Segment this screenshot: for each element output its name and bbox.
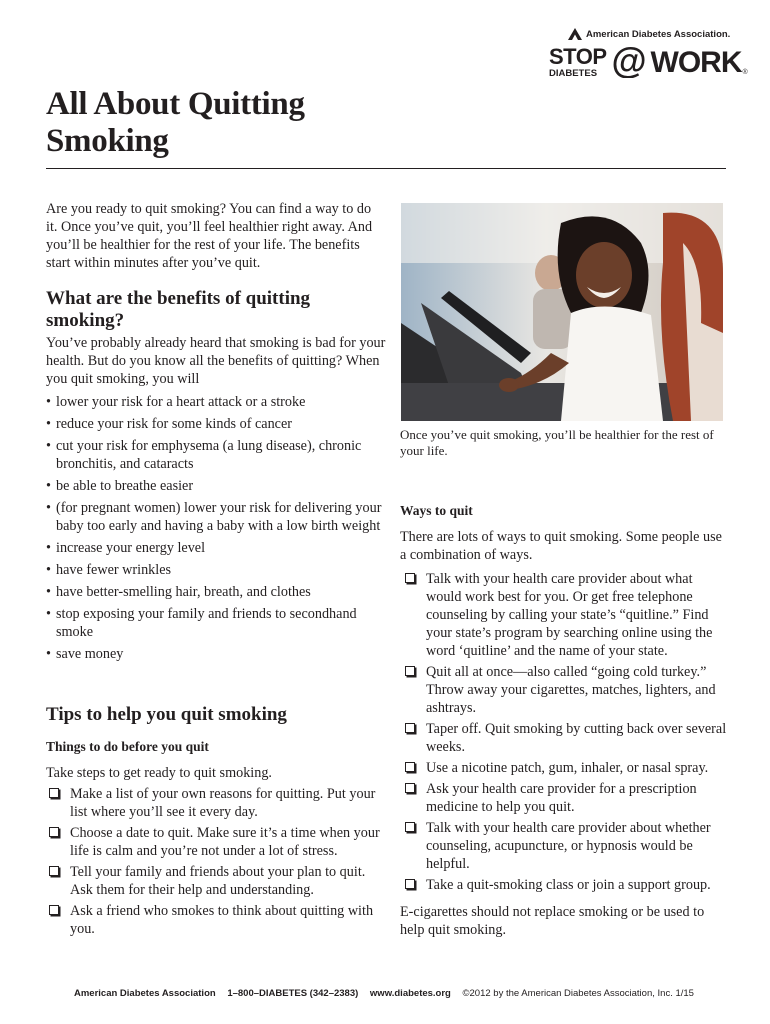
checklist-item-text: Take a quit-smoking class or join a support group. xyxy=(426,877,711,893)
gym-photo-illustration xyxy=(401,203,723,421)
checkbox-icon xyxy=(405,879,415,889)
footer-phone: 1–800–DIABETES (342–2383) xyxy=(227,988,359,999)
checkbox-icon xyxy=(49,905,59,915)
benefit-item: • cut your risk for emphysema (a lung disease), chronic bronchitis, and cataracts xyxy=(46,437,391,473)
tips-heading: Tips to help you quit smoking xyxy=(46,704,287,725)
checklist-item xyxy=(402,570,727,660)
ada-org-name: American Diabetes Association. xyxy=(586,28,731,40)
checkbox-icon xyxy=(49,827,59,837)
intro-paragraph: Are you ready to quit smoking? You can find a way to do it. Once you’ve quit, you’ll feel healthier right away. And you’ll be healthier for the rest of your life. The benefits start within minutes after you’ve quit. xyxy=(46,201,373,271)
checklist-item-text: Ask a friend who smokes to think about quitting with you. xyxy=(70,903,374,937)
checklist-item-text: Use a nicotine patch, gum, inhaler, or nasal spray. xyxy=(426,760,709,776)
ada-triangle-icon xyxy=(568,28,582,40)
checklist-item xyxy=(402,780,727,816)
checklist-item xyxy=(402,876,727,894)
benefits-list xyxy=(46,393,391,667)
checkbox-icon xyxy=(405,783,415,793)
checklist-item xyxy=(46,902,381,938)
benefit-item: • stop exposing your family and friends to secondhand smoke xyxy=(46,605,391,641)
gym-photo xyxy=(401,203,723,421)
checklist-item-text: Taper off. Quit smoking by cutting back over several weeks. xyxy=(426,721,727,755)
checkbox-icon xyxy=(405,666,415,676)
benefit-item: • have fewer wrinkles xyxy=(46,561,391,579)
logo-work-text: WORK xyxy=(650,46,742,79)
checkbox-icon xyxy=(49,788,59,798)
checklist-item xyxy=(402,720,727,756)
benefit-item: • lower your risk for a heart attack or a stroke xyxy=(46,393,391,411)
before-quit-intro: Take steps to get ready to quit smoking. xyxy=(46,765,272,781)
logo-stop-text: STOP xyxy=(549,43,607,69)
checklist-item-text: Quit all at once—also called “going cold turkey.” Throw away your cigarettes, matches, lighters, and ashtrays. xyxy=(426,664,716,716)
checklist-item xyxy=(402,759,727,777)
checklist-item-text: Ask your health care provider for a prescription medicine to help you quit. xyxy=(426,781,697,815)
footer-org: American Diabetes Association xyxy=(74,988,216,999)
before-quit-checklist xyxy=(46,785,381,941)
title-divider xyxy=(46,168,726,169)
benefits-intro: You’ve probably already heard that smoking is bad for your health. But do you know all the benefits of quitting? When you quit smoking, you will xyxy=(46,335,386,387)
benefit-item: • be able to breathe easier xyxy=(46,477,391,495)
footer-copyright: ©2012 by the American Diabetes Association, Inc. 1/15 xyxy=(462,988,694,999)
checkbox-icon xyxy=(405,762,415,772)
ways-to-quit-heading: Ways to quit xyxy=(400,503,473,518)
checkbox-icon xyxy=(405,723,415,733)
checkbox-icon xyxy=(49,866,59,876)
e-cigarette-note: E-cigarettes should not replace smoking or be used to help quit smoking. xyxy=(400,904,705,938)
ways-to-quit-intro: There are lots of ways to quit smoking. Some people use a combination of ways. xyxy=(400,529,722,563)
checklist-item-text: Talk with your health care provider about whether counseling, acupuncture, or hypnosis would be helpful. xyxy=(426,820,711,872)
checklist-item xyxy=(46,863,381,899)
checklist-item-text: Tell your family and friends about your plan to quit. Ask them for their help and understanding. xyxy=(70,864,366,898)
checklist-item xyxy=(402,819,727,873)
checklist-item xyxy=(46,785,381,821)
benefit-item: • save money xyxy=(46,645,391,663)
benefit-item: • (for pregnant women) lower your risk for delivering your baby too early and having a baby with a low birth weight xyxy=(46,499,391,535)
footer-website-link[interactable]: www.diabetes.org xyxy=(369,988,451,999)
page-footer xyxy=(74,988,694,999)
logo-at-text: @ xyxy=(610,44,647,78)
benefit-item: • increase your energy level xyxy=(46,539,391,557)
checklist-item xyxy=(46,824,381,860)
logo-diabetes-text: DIABETES xyxy=(549,67,598,79)
ways-to-quit-checklist xyxy=(402,570,727,897)
benefit-item: • have better-smelling hair, breath, and clothes xyxy=(46,583,391,601)
stop-diabetes-at-work-logo xyxy=(549,44,748,78)
checkbox-icon xyxy=(405,573,415,583)
checklist-item-text: Talk with your health care provider about what would work best for you. Or get free telephone counseling by calling your state’s “quitline.” Find your state’s program by searching online using the word ‘quitline’ and the name of your state. xyxy=(426,571,713,659)
checklist-item xyxy=(402,663,727,717)
registered-mark: ® xyxy=(742,69,748,76)
logo-stop-block xyxy=(549,43,607,79)
checklist-item-text: Make a list of your own reasons for quitting. Put your list where you’ll see it every day. xyxy=(70,786,376,820)
page-title: All About Quitting Smoking xyxy=(46,86,305,159)
photo-caption: Once you’ve quit smoking, you’ll be healthier for the rest of your life. xyxy=(400,427,714,458)
checkbox-icon xyxy=(405,822,415,832)
before-quit-heading: Things to do before you quit xyxy=(46,739,209,754)
benefit-item: • reduce your risk for some kinds of cancer xyxy=(46,415,391,433)
benefits-heading: What are the benefits of quitting smoking? xyxy=(46,288,311,331)
checklist-item-text: Choose a date to quit. Make sure it’s a time when your life is calm and you’re not under a lot of stress. xyxy=(70,825,380,859)
at-sign-icon xyxy=(608,44,650,78)
ada-header xyxy=(568,28,730,40)
